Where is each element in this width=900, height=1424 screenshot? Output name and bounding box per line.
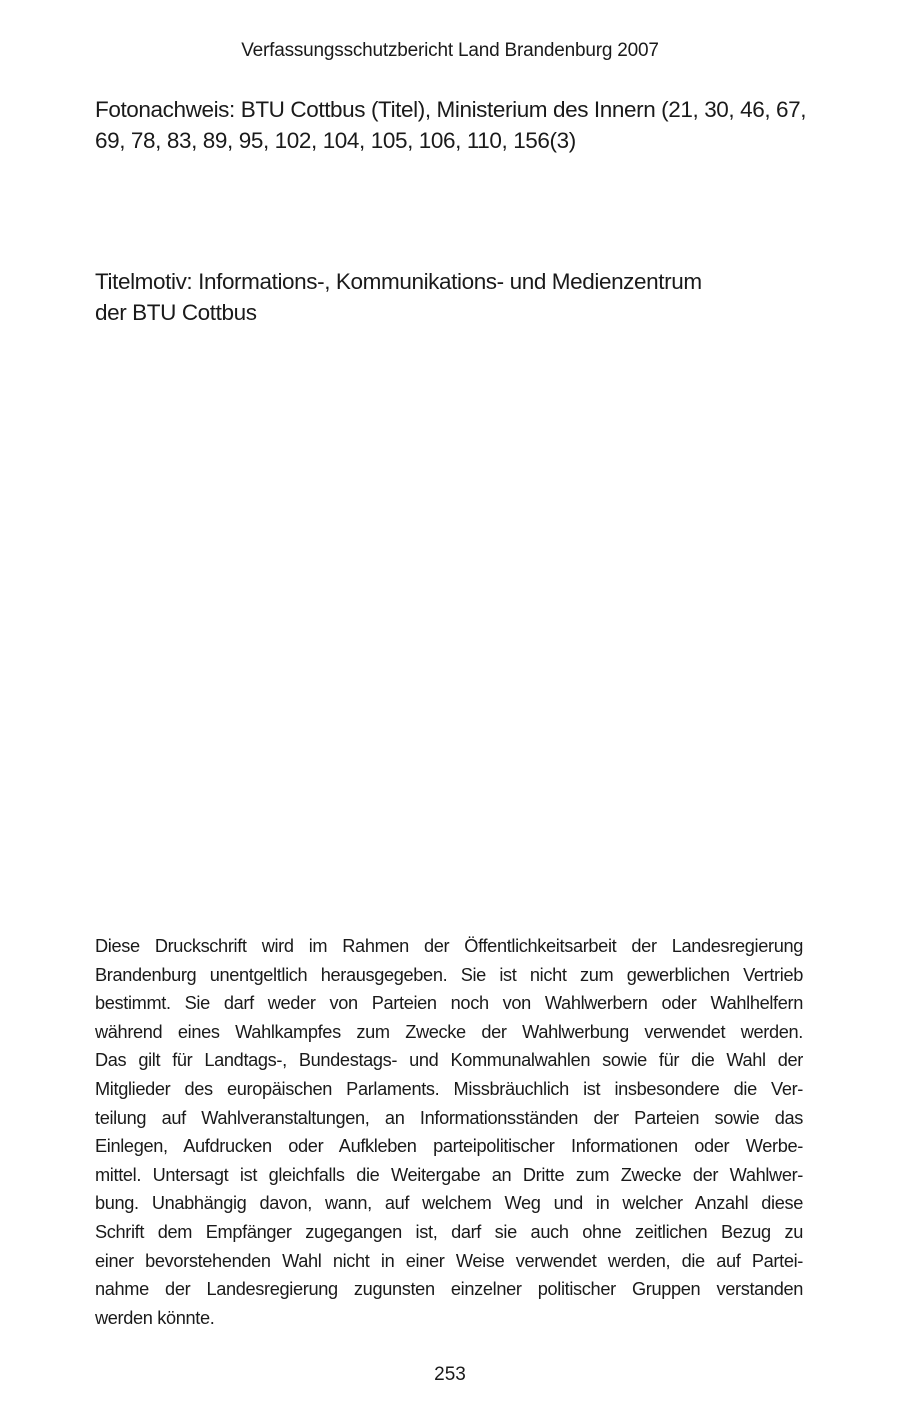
disclaimer-line: Mitglieder des europäischen Parlaments. Missbräuchlich ist insbesondere die Ver- [95, 1078, 803, 1099]
disclaimer-line: mittel. Untersagt ist gleichfalls die Weitergabe an Dritte zum Zwecke der Wahlwer- [95, 1164, 803, 1185]
disclaimer-line: nahme der Landesregierung zugunsten einzelner politischer Gruppen verstanden [95, 1279, 803, 1300]
photo-credits-line: Fotonachweis: BTU Cottbus (Titel), Ministerium des Innern (21, 30, 46, 67, [95, 97, 807, 122]
title-motif [95, 266, 810, 328]
disclaimer-line: bung. Unabhängig davon, wann, auf welchem Weg und in welcher Anzahl diese [95, 1193, 803, 1214]
running-header: Verfassungsschutzbericht Land Brandenburg 2007 [241, 40, 659, 61]
photo-credits-line: 69, 78, 83, 89, 95, 102, 104, 105, 106, 110, 156(3) [95, 128, 576, 153]
disclaimer-line: Diese Druckschrift wird im Rahmen der Öffentlichkeitsarbeit der Landesregierung [95, 936, 803, 956]
disclaimer-line: werden könnte. [95, 1307, 215, 1328]
disclaimer-line: Schrift dem Empfänger zugegangen ist, darf sie auch ohne zeitlichen Bezug zu [95, 1221, 803, 1242]
disclaimer-line: teilung auf Wahlveranstaltungen, an Informationsständen der Parteien sowie das [95, 1107, 803, 1128]
title-motif-line: Titelmotiv: Informations-, Kommunikations- und Medienzentrum [95, 269, 702, 294]
disclaimer-line: bestimmt. Sie darf weder von Parteien noch von Wahlwerbern oder Wahlhelfern [95, 993, 803, 1014]
title-motif-line: der BTU Cottbus [95, 300, 257, 325]
disclaimer-line: Einlegen, Aufdrucken oder Aufkleben parteipolitischer Informationen oder Werbe- [95, 1136, 803, 1157]
disclaimer-line: Brandenburg unentgeltlich herausgegeben. Sie ist nicht zum gewerblichen Vertrieb [95, 964, 803, 985]
page-number: 253 [434, 1364, 466, 1385]
photo-credits [95, 94, 810, 156]
disclaimer-line: Das gilt für Landtags-, Bundestags- und Kommunalwahlen sowie für die Wahl der [95, 1050, 803, 1071]
disclaimer-line: während eines Wahlkampfes zum Zwecke der Wahlwerbung verwendet werden. [95, 1021, 803, 1042]
distribution-disclaimer [95, 932, 803, 1332]
disclaimer-line: einer bevorstehenden Wahl nicht in einer Weise verwendet werden, die auf Partei- [95, 1250, 803, 1271]
